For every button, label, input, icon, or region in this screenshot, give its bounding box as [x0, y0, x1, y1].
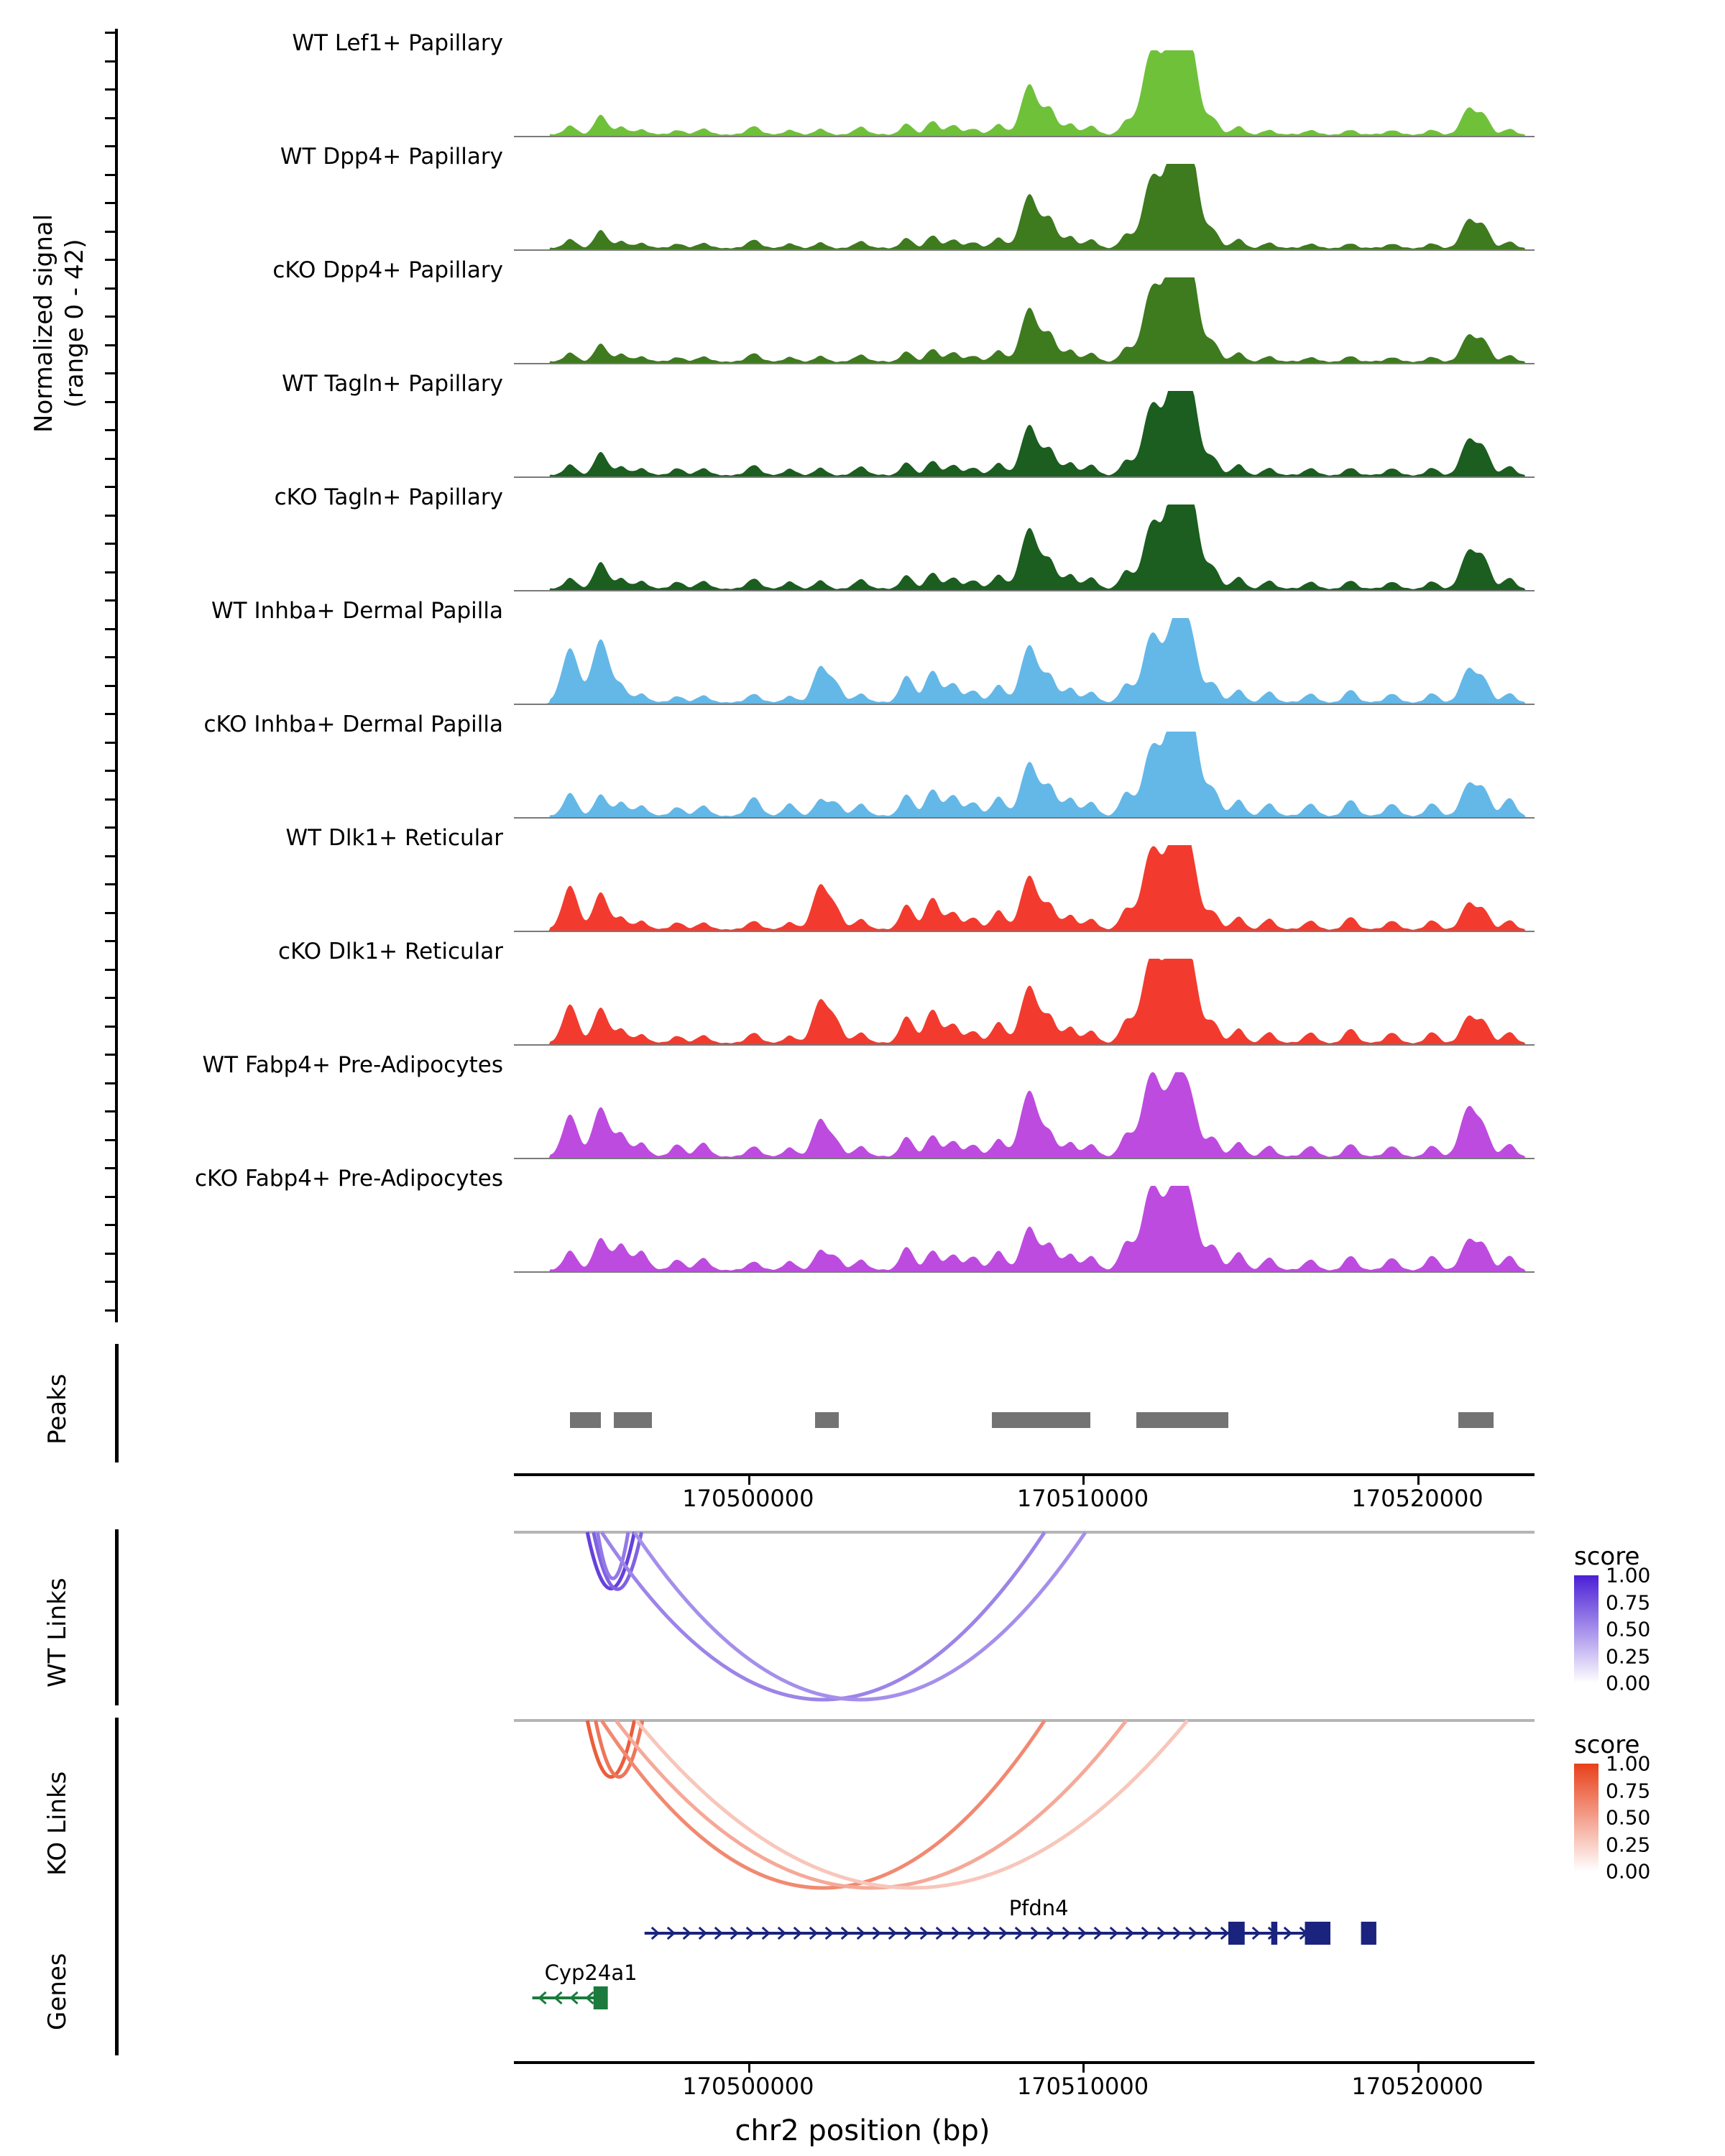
peaks-x-tick	[1082, 1475, 1085, 1485]
peaks-spine	[115, 1344, 119, 1462]
ko-legend-tick-label: 0.50	[1606, 1805, 1651, 1830]
genes-label: Genes	[43, 1953, 72, 2030]
track-label: cKO Dlk1+ Reticular	[278, 939, 503, 964]
track-baseline	[514, 1044, 1535, 1046]
wt-links-legend	[1574, 1542, 1692, 1695]
wt-legend-title: score	[1574, 1542, 1640, 1571]
genes-x-tick	[748, 2063, 750, 2073]
ko-legend-tick-label: 1.00	[1606, 1751, 1651, 1776]
peak-region	[1458, 1412, 1494, 1428]
track-signal	[514, 164, 1535, 250]
ko-links-spine	[115, 1718, 119, 1894]
gene-models	[514, 1890, 1535, 2055]
coverage-track	[0, 1166, 1725, 1279]
coverage-track	[0, 484, 1725, 598]
peaks-x-tick	[1417, 1475, 1420, 1485]
track-label: WT Fabp4+ Pre-Adipocytes	[202, 1052, 503, 1078]
peaks-x-tick-label: 170520000	[1351, 1485, 1484, 1512]
coverage-track	[0, 939, 1725, 1052]
track-baseline	[514, 704, 1535, 705]
genes-spine	[115, 1890, 119, 2055]
genes-x-tick	[1082, 2063, 1085, 2073]
track-label: cKO Tagln+ Papillary	[274, 484, 503, 510]
track-baseline	[514, 590, 1535, 591]
genes-x-tick-label: 170510000	[1016, 2073, 1149, 2100]
wt-legend-tick-label: 0.00	[1606, 1671, 1651, 1695]
ko-legend-tick-label: 0.00	[1606, 1859, 1651, 1884]
track-baseline	[514, 249, 1535, 251]
track-label: cKO Inhba+ Dermal Papilla	[203, 711, 503, 737]
peaks-panel	[0, 1337, 1725, 1512]
ko-links-legend	[1574, 1731, 1692, 1884]
track-baseline	[514, 476, 1535, 478]
coverage-track	[0, 1052, 1725, 1166]
ko-legend-tick-label: 0.75	[1606, 1779, 1651, 1802]
track-signal	[514, 845, 1535, 931]
y-axis-label-line1: Normalized signal	[29, 213, 58, 433]
wt-links-arcs	[514, 1529, 1535, 1705]
track-label: cKO Dpp4+ Papillary	[272, 257, 503, 283]
ko-legend-tick-label: 0.25	[1606, 1833, 1651, 1856]
wt-legend-tick-label: 0.75	[1606, 1590, 1651, 1614]
gene-name-label: Pfdn4	[1008, 1896, 1069, 1920]
peak-region	[1136, 1412, 1228, 1428]
track-signal	[514, 277, 1535, 364]
peaks-x-tick	[748, 1475, 750, 1485]
genes-axis-line	[514, 2061, 1535, 2064]
ko-legend-colorbar	[1574, 1764, 1598, 1871]
track-signal	[514, 732, 1535, 818]
wt-legend-colorbar	[1574, 1575, 1598, 1683]
coverage-track	[0, 371, 1725, 484]
track-baseline	[514, 1158, 1535, 1159]
ko-links-arcs	[514, 1718, 1535, 1894]
genes-x-tick-label: 170520000	[1351, 2073, 1484, 2100]
peaks-x-tick-label: 170500000	[682, 1485, 814, 1512]
track-signal	[514, 1186, 1535, 1272]
track-label: WT Dpp4+ Papillary	[280, 144, 503, 170]
wt-links-panel	[0, 1522, 1725, 1709]
track-signal	[514, 50, 1535, 137]
ko-links-label: KO Links	[43, 1771, 72, 1876]
coverage-track	[0, 598, 1725, 711]
genes-panel	[0, 1883, 1725, 2156]
coverage-track	[0, 144, 1725, 257]
x-axis-title: chr2 position (bp)	[735, 2114, 990, 2147]
peak-region	[815, 1412, 839, 1428]
peak-region	[614, 1412, 652, 1428]
ko-links-panel	[0, 1710, 1725, 1897]
wt-legend-tick-label: 0.50	[1606, 1617, 1651, 1641]
ko-legend-ticks	[1606, 1751, 1692, 1884]
wt-legend-body	[1574, 1563, 1692, 1695]
ko-legend-body	[1574, 1751, 1692, 1884]
peak-region	[992, 1412, 1091, 1428]
wt-links-spine	[115, 1529, 119, 1705]
track-label: WT Tagln+ Papillary	[282, 371, 503, 397]
coverage-track	[0, 257, 1725, 371]
track-baseline	[514, 363, 1535, 364]
wt-legend-ticks	[1606, 1563, 1692, 1695]
coverage-track	[0, 825, 1725, 939]
peaks-x-tick-label: 170510000	[1016, 1485, 1149, 1512]
peaks-axis-line	[514, 1473, 1535, 1476]
peaks-label: Peaks	[43, 1373, 72, 1445]
y-axis-tick	[105, 1281, 118, 1283]
track-signal	[514, 1072, 1535, 1158]
wt-legend-tick-label: 1.00	[1606, 1563, 1651, 1588]
track-signal	[514, 618, 1535, 704]
gene-name-label: Cyp24a1	[544, 1961, 638, 1985]
track-signal	[514, 391, 1535, 477]
peak-region	[570, 1412, 601, 1428]
gene-model[interactable]	[514, 1890, 1535, 2055]
y-axis-label-line2: (range 0 - 42)	[60, 239, 89, 408]
track-label: WT Inhba+ Dermal Papilla	[211, 598, 503, 624]
track-label: WT Lef1+ Papillary	[292, 30, 503, 56]
track-signal	[514, 505, 1535, 591]
y-axis-tick	[105, 1309, 118, 1312]
wt-links-label: WT Links	[43, 1577, 72, 1687]
track-baseline	[514, 817, 1535, 819]
track-signal	[514, 959, 1535, 1045]
ko-legend-title: score	[1574, 1731, 1640, 1759]
track-label: cKO Fabp4+ Pre-Adipocytes	[195, 1166, 503, 1192]
coverage-track	[0, 711, 1725, 825]
track-baseline	[514, 136, 1535, 137]
coverage-track	[0, 30, 1725, 144]
track-baseline	[514, 1271, 1535, 1273]
genes-x-tick-label: 170500000	[682, 2073, 814, 2100]
genes-x-tick	[1417, 2063, 1420, 2073]
track-baseline	[514, 931, 1535, 932]
wt-legend-tick-label: 0.25	[1606, 1644, 1651, 1668]
track-label: WT Dlk1+ Reticular	[285, 825, 503, 851]
